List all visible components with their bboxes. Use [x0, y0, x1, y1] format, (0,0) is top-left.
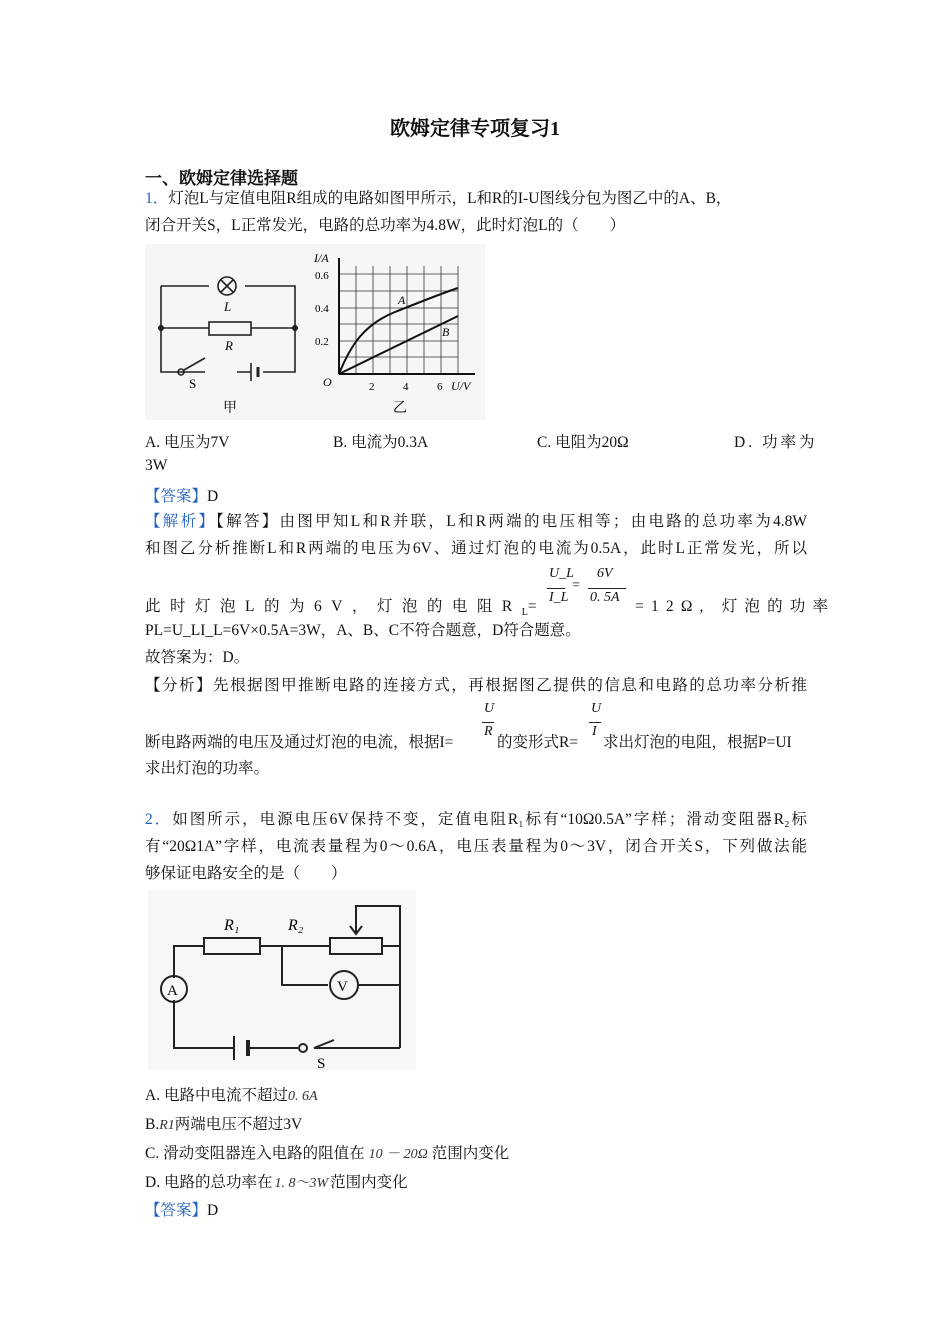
frac2-bar: [588, 588, 626, 589]
q2-option-a-text: A. 电路中电流不超过: [145, 1087, 288, 1104]
answer-tag: 【答案】: [145, 488, 208, 505]
q2-option-c-math: 10 － 20Ω: [368, 1147, 428, 1162]
q1-analysis-line5: 故答案为：D。: [145, 649, 250, 666]
graph-ylabel: I/A: [314, 251, 329, 265]
q1-analysis-line7b: 的变形式R=: [497, 734, 579, 751]
q1-iu-graph: [305, 244, 485, 420]
ytick-04: 0.4: [315, 303, 329, 315]
section-heading: 一、欧姆定律选择题: [145, 169, 298, 188]
analysis3-pre: 此时灯泡L的为6V，灯泡的电阻R: [145, 598, 522, 615]
frac2-denominator: 0. 5A: [590, 590, 620, 605]
q1-analysis-line2: 和图乙分析推断L和R两端的电压为6V、通过灯泡的电流为0.5A，此时L正常发光，所以: [145, 540, 807, 557]
r1-label: R₁: [224, 917, 240, 934]
ammeter-label: A: [167, 983, 178, 999]
q2-option-b-text: B.: [145, 1116, 160, 1133]
frac1-numerator: U_L: [549, 566, 574, 581]
q2-option-c-post: 范围内变化: [431, 1145, 510, 1162]
frac3-numerator: U: [484, 701, 495, 716]
q2-stem-line2: 有“20Ω1A”字样，电流表量程为0～0.6A，电压表量程为0～3V，闭合开关S，下列做法能: [145, 838, 807, 855]
q1-circuit-figure: [145, 244, 305, 420]
switch-label: S: [189, 376, 197, 391]
page-title: 欧姆定律专项复习1: [390, 118, 560, 140]
q2-answer-value: D: [207, 1202, 219, 1219]
q1-text-1: 灯泡L与定值电阻R组成的电路如图甲所示，L和R的I-U图线分包为图乙中的A、B，: [168, 190, 732, 207]
voltmeter-label: V: [337, 979, 348, 995]
q2-option-a-math: 0. 6A: [287, 1089, 318, 1104]
frac-equals: =: [572, 578, 580, 593]
q1-analysis-line3-post: =12Ω, 灯泡的功率: [635, 598, 836, 615]
frac1-bar: [547, 588, 565, 589]
q2-circuit-figure: [148, 890, 416, 1070]
q1-analysis-line1: [145, 508, 807, 535]
q2-option-d-post: 范围内变化: [330, 1174, 408, 1191]
frac2-numerator: 6V: [597, 566, 613, 581]
frac3-bar: [482, 722, 494, 723]
q1-option-a: A. 电压为7V: [145, 434, 230, 451]
xtick-6: 6: [437, 381, 443, 393]
answer-value: D: [207, 488, 219, 505]
r2-label: R₂: [288, 917, 304, 934]
frac4-denominator: I: [592, 724, 597, 739]
figure-a-caption: 甲: [223, 401, 237, 416]
q2-option-d-text: D. 电路的总功率在: [145, 1174, 273, 1191]
q2-stem-line1: [145, 806, 807, 833]
q1-number: 1．: [145, 190, 169, 207]
q2-option-d-math: 1. 8～3W: [274, 1176, 329, 1191]
q1-option-d-cont: 3W: [145, 457, 168, 474]
analysis3-eq: =: [527, 598, 537, 615]
xtick-4: 4: [403, 381, 409, 393]
graph-origin: O: [323, 375, 332, 389]
q2-answer: [145, 1198, 218, 1220]
q2-option-c-text: C. 滑动变阻器连入电路的阻值在: [145, 1145, 365, 1162]
q1-option-d: D. 功率为: [734, 434, 818, 451]
q1-analysis-line8: 求出灯泡的功率。: [145, 760, 270, 777]
q1-analysis-line4: PL=U_LI_L=6V×0.5A=3W，A、B、C不符合题意，D符合题意。: [145, 622, 581, 639]
q2-stem-line3: 够保证电路安全的是（ ）: [145, 865, 347, 882]
q2-option-b: [145, 1112, 302, 1134]
q2-option-d: [145, 1170, 408, 1192]
frac4-numerator: U: [591, 701, 602, 716]
analysis3-sub: L: [521, 607, 528, 619]
q2-option-a: [145, 1083, 318, 1105]
q1-analysis-line3-pre: [145, 594, 537, 618]
q1-stem-line1: [145, 185, 807, 212]
q2-answer-tag: 【答案】: [145, 1202, 208, 1219]
q1-analysis-line7a: 断电路两端的电压及通过灯泡的电流，根据I=: [145, 734, 454, 751]
resistor-label: R: [225, 338, 233, 353]
q1-analysis-line6: 【分析】先根据图甲推断电路的连接方式，再根据图乙提供的信息和电路的总功率分析推: [145, 677, 807, 694]
frac3-denominator: R: [484, 724, 493, 739]
q2-option-c: [145, 1141, 509, 1163]
curve-a-label: A: [398, 293, 406, 307]
q1-analysis-line7c: 求出灯泡的电阻，根据P=UI: [603, 734, 792, 751]
switch-s-label: S: [317, 1056, 326, 1070]
q1-answer: [145, 484, 218, 506]
xtick-2: 2: [369, 381, 375, 393]
analysis-tag: 【解析】: [145, 513, 217, 530]
q2-option-b-post: 两端电压不超过3V: [174, 1116, 303, 1133]
q2-text-1: 如图所示，电源电压6V保持不变，定值电阻R₁标有“10Ω0.5A”字样；滑动变阻器R₂标: [172, 811, 807, 828]
ytick-06: 0.6: [315, 270, 329, 282]
q1-stem-line2: 闭合开关S，L正常发光，电路的总功率为4.8W，此时灯泡L的（ ）: [145, 217, 626, 234]
q2-number: 2．: [145, 811, 173, 828]
lamp-label: L: [224, 299, 232, 314]
q1-option-c: C. 电阻为20Ω: [537, 434, 629, 451]
graph-xlabel: U/V: [451, 379, 471, 393]
ytick-02: 0.2: [315, 336, 329, 348]
analysis-text-1: 【解答】由图甲知L和R并联，L和R两端的电压相等；由电路的总功率为4.8W: [216, 513, 807, 530]
frac1-denominator: I_L: [549, 590, 569, 605]
figure-b-caption: 乙: [393, 401, 407, 416]
q2-option-b-math: R1: [159, 1118, 175, 1133]
q1-option-b: B. 电流为0.3A: [333, 434, 429, 451]
curve-b-label: B: [442, 325, 450, 339]
frac4-bar: [589, 722, 601, 723]
